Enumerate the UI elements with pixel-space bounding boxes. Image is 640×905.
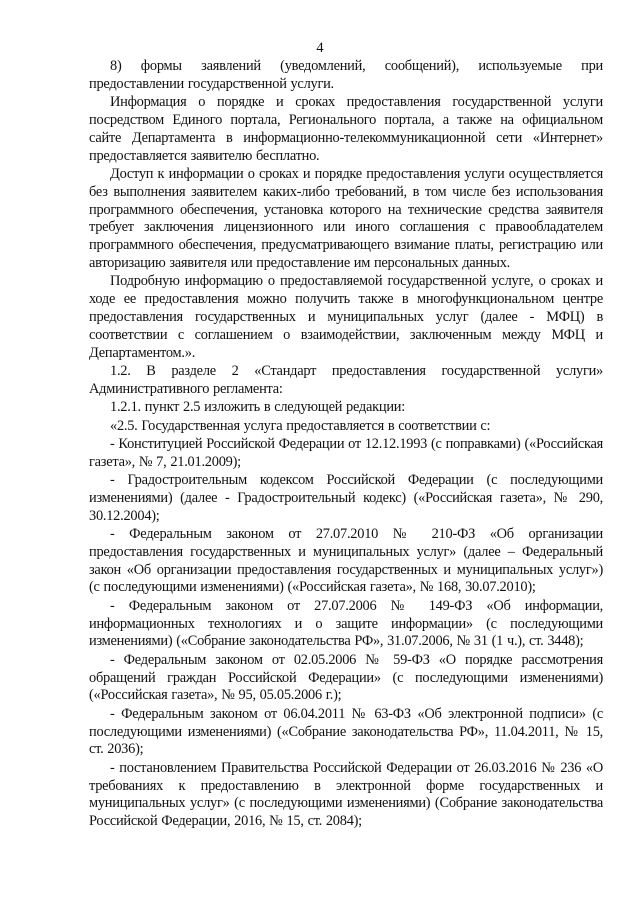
list-item-law-59: - Федеральным законом от 02.05.2006 № 59-ФЗ «О порядке рассмотрения обращений граждан Российской Федерации» (с последующими изменениями) («Российская газета», № 95, 05.05.2006 г.); bbox=[89, 651, 603, 704]
paragraph-section-2: 1.2. В разделе 2 «Стандарт предоставления государственной услуги» Административного регламента: bbox=[89, 362, 603, 397]
document-body bbox=[89, 58, 603, 832]
list-item-law-63: - Федеральным законом от 06.04.2011 № 63-ФЗ «Об электронной подписи» (с последующими изменениями) («Собрание законодательства РФ», 11.04.2011, № 15, ст. 2036); bbox=[89, 705, 603, 758]
page-number: 4 bbox=[316, 40, 324, 56]
list-item-law-210: - Федеральным законом от 27.07.2010 № 210-ФЗ «Об организации предоставления государственных и муниципальных услуг» (далее – Федеральный закон «Об организации предоставления государственных и муниципальных услуг») (с последующими изменениями) («Российская газета», № 168, 30.07.2010); bbox=[89, 526, 603, 596]
paragraph-info-procedure: Информация о порядке и сроках предоставления государственной услуги посредством Единого портала, Регионального портала, а также на официальном сайте Департамента в информационно-телекоммуникационной сети «Интернет» предоставляется заявителю бесплатно. bbox=[89, 94, 603, 164]
paragraph-forms: 8) формы заявлений (уведомлений, сообщений), используемые при предоставлении государственной услуги. bbox=[89, 58, 603, 92]
list-item-constitution: - Конституцией Российской Федерации от 12.12.1993 (с поправками) («Российская газета», № 7, 21.01.2009); bbox=[89, 435, 603, 470]
paragraph-item-2-5: «2.5. Государственная услуга предоставляется в соответствии с: bbox=[110, 417, 491, 434]
list-item-decree-236: - постановлением Правительства Российской Федерации от 26.03.2016 № 236 «О требованиях к предоставлению в электронной форме государственных и муниципальных услуг» (с последующими изменениями) (Собрание законодательства Российской Федерации, 2016, № 15, ст. 2084); bbox=[89, 759, 603, 830]
list-item-law-149: - Федеральным законом от 27.07.2006 № 149-ФЗ «Об информации, информационных технологиях и о защите информации» (с последующими изменениями) («Собрание законодательства РФ», 31.07.2006, № 31 (1 ч.), ст. 3448); bbox=[89, 597, 603, 650]
paragraph-mfc-info: Подробную информацию о предоставляемой государственной услуге, о сроках и ходе ее предоставления можно получить также в многофункциональном центре предоставления государственных и муниципальных услуг (далее - МФЦ) в соответствии с соглашением о взаимодействии, заключенным между МФЦ и Департаментом.». bbox=[89, 273, 603, 361]
list-item-urban-code: - Градостроительным кодексом Российской Федерации (с последующими изменениями) (далее - Градостроительный кодекс) («Российская газета», № 290, 30.12.2004); bbox=[89, 472, 603, 524]
paragraph-item-2-5-edit: 1.2.1. пункт 2.5 изложить в следующей редакции: bbox=[110, 399, 405, 416]
paragraph-access-info: Доступ к информации о сроках и порядке предоставления услуги осуществляется без выполнения заявителем каких-либо требований, в том числе без использования программного обеспечения, установка которого на технические средства заявителя требует заключения лицензионного или иного соглашения с правообладателем программного обеспечения, предусматривающего взимание платы, регистрацию или авторизацию заявителя или предоставление им персональных данных. bbox=[89, 165, 603, 271]
